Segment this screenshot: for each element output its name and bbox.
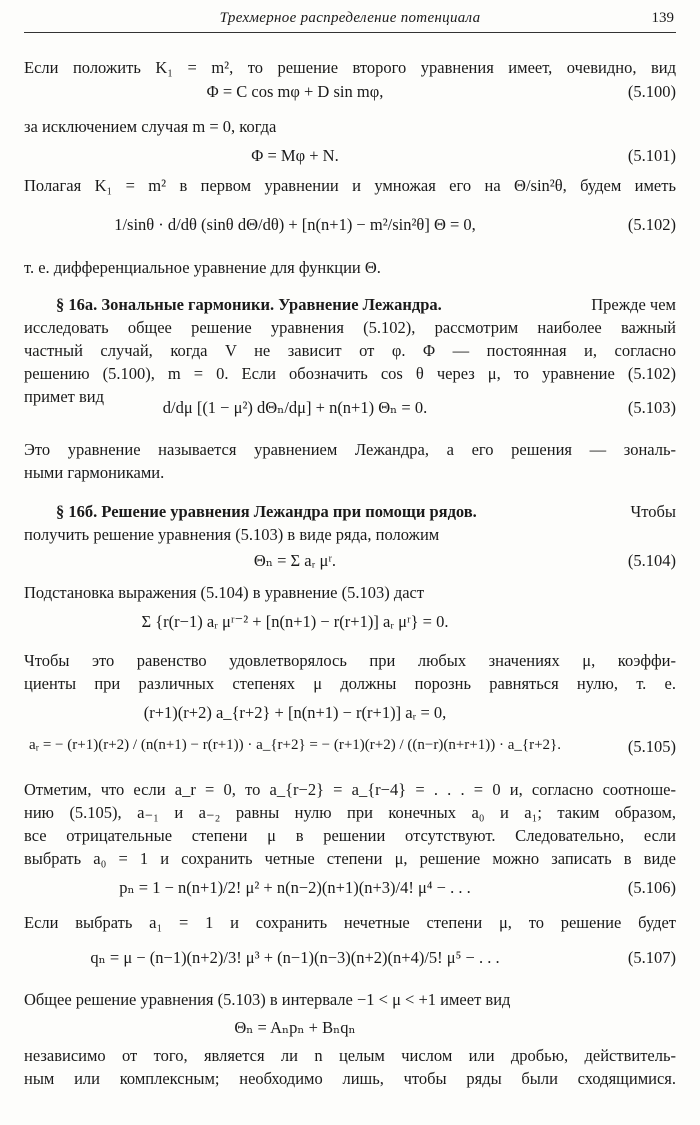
text-line: решению (5.100), m = 0. Если обозначить cos θ через μ, то уравнение (5.102) (24, 364, 676, 383)
text-line: Общее решение уравнения (5.103) в интервале −1 < μ < +1 имеет вид (24, 990, 511, 1009)
equation-body: Θₙ = Aₙpₙ + Bₙqₙ (234, 1018, 356, 1037)
equation (24, 612, 676, 652)
equation-body: Φ = Mφ + N. (251, 146, 339, 165)
text-fragment: Чтобы (630, 502, 676, 521)
text-line: получить решение уравнения (5.103) в виде ряда, положим (24, 525, 440, 544)
text-line: частный случай, когда V не зависит от φ. Φ — постоянная и, согласно (24, 341, 676, 360)
equation-body: (r+1)(r+2) a_{r+2} + [n(n+1) − r(r+1)] aᵣ = 0, (143, 703, 447, 722)
text-line: выбрать a₀ = 1 и сохранить четные степени μ, решение можно записать в виде (24, 849, 676, 868)
section-title: § 16а. Зональные гармоники. Уравнение Лежандра. (56, 295, 442, 314)
text-fragment: Прежде чем (591, 295, 676, 314)
text-line: Если положить K₁ = m², то решение второго уравнения имеет, очевидно, вид (24, 58, 676, 77)
equation-number: (5.107) (627, 948, 676, 967)
equation (24, 737, 676, 777)
text-line: Чтобы это равенство удовлетворялось при любых значениях μ, коэффи- (24, 651, 676, 670)
equation-number: (5.103) (627, 398, 676, 417)
text-line: т. е. дифференциальное уравнение для функции Θ. (24, 258, 381, 277)
text-line: циенты при различных степенях μ должны порознь равняться нулю, т. е. (24, 674, 676, 693)
equation-number: (5.105) (627, 737, 676, 756)
text-line: исследовать общее решение уравнения (5.102), рассмотрим наиболее важный (24, 318, 676, 337)
text-line: ными гармониками. (24, 463, 165, 482)
section-heading-line (56, 295, 676, 315)
page-number: 139 (651, 10, 674, 26)
equation-number: (5.101) (627, 146, 676, 165)
equation-body: 1/sinθ · d/dθ (sinθ dΘ/dθ) + [n(n+1) − m²/sin²θ] Θ = 0, (114, 215, 476, 234)
equation-body: aᵣ = − (r+1)(r+2) / (n(n+1) − r(r+1)) · a_{r+2} = − (r+1)(r+2) / ((n−r)(n+r+1)) · a_{r+2}. (29, 737, 561, 753)
text-line: Подстановка выражения (5.104) в уравнение (5.103) даст (24, 583, 425, 602)
equation-body: d/dμ [(1 − μ²) dΘₙ/dμ] + n(n+1) Θₙ = 0. (162, 398, 428, 417)
equation-number: (5.100) (627, 82, 676, 101)
equation-body: Θₙ = Σ aᵣ μʳ. (253, 551, 337, 570)
equation-number: (5.106) (627, 878, 676, 897)
text-line: за исключением случая m = 0, когда (24, 117, 277, 136)
section-heading-line (56, 502, 676, 522)
running-title: Трехмерное распределение потенциала (219, 10, 481, 26)
equation (24, 82, 676, 122)
equation-body: qₙ = μ − (n−1)(n+2)/3! μ³ + (n−1)(n−3)(n+2)(n+4)/5! μ⁵ − . . . (90, 948, 500, 967)
page-header (24, 6, 676, 33)
text-line: Это уравнение называется уравнением Лежандра, а его решения — зональ- (24, 440, 676, 459)
text-line: примет вид (24, 387, 105, 406)
text-line: независимо от того, является ли n целым числом или дробью, действитель- (24, 1046, 676, 1065)
equation-number: (5.102) (627, 215, 676, 234)
section-title: § 16б. Решение уравнения Лежандра при помощи рядов. (56, 502, 477, 521)
text-line: Отметим, что если a_r = 0, то a_{r−2} = a_{r−4} = . . . = 0 и, согласно соотноше- (24, 780, 676, 799)
equation-body: pₙ = 1 − n(n+1)/2! μ² + n(n−2)(n+1)(n+3)/4! μ⁴ − . . . (119, 878, 471, 897)
text-line: Если выбрать a₁ = 1 и сохранить нечетные степени μ, то решение будет (24, 913, 676, 932)
text-line: ным или комплексным; необходимо лишь, чтобы ряды были сходящимися. (24, 1069, 676, 1088)
equation (24, 398, 676, 438)
equation (24, 215, 676, 255)
text-line: нию (5.105), a₋₁ и a₋₂ равны нулю при конечных a₀ и a₁; таким образом, (24, 803, 676, 822)
equation-number: (5.104) (627, 551, 676, 570)
text-line: Полагая K₁ = m² в первом уравнении и умножая его на Θ/sin²θ, будем иметь (24, 176, 676, 195)
equation-body: Σ {r(r−1) aᵣ μʳ⁻² + [n(n+1) − r(r+1)] aᵣ μʳ} = 0. (141, 612, 449, 631)
equation-body: Φ = C cos mφ + D sin mφ, (206, 82, 384, 101)
equation (24, 878, 676, 918)
equation (24, 948, 676, 988)
text-line: все отрицательные степени μ в решении отсутствуют. Следовательно, если (24, 826, 676, 845)
